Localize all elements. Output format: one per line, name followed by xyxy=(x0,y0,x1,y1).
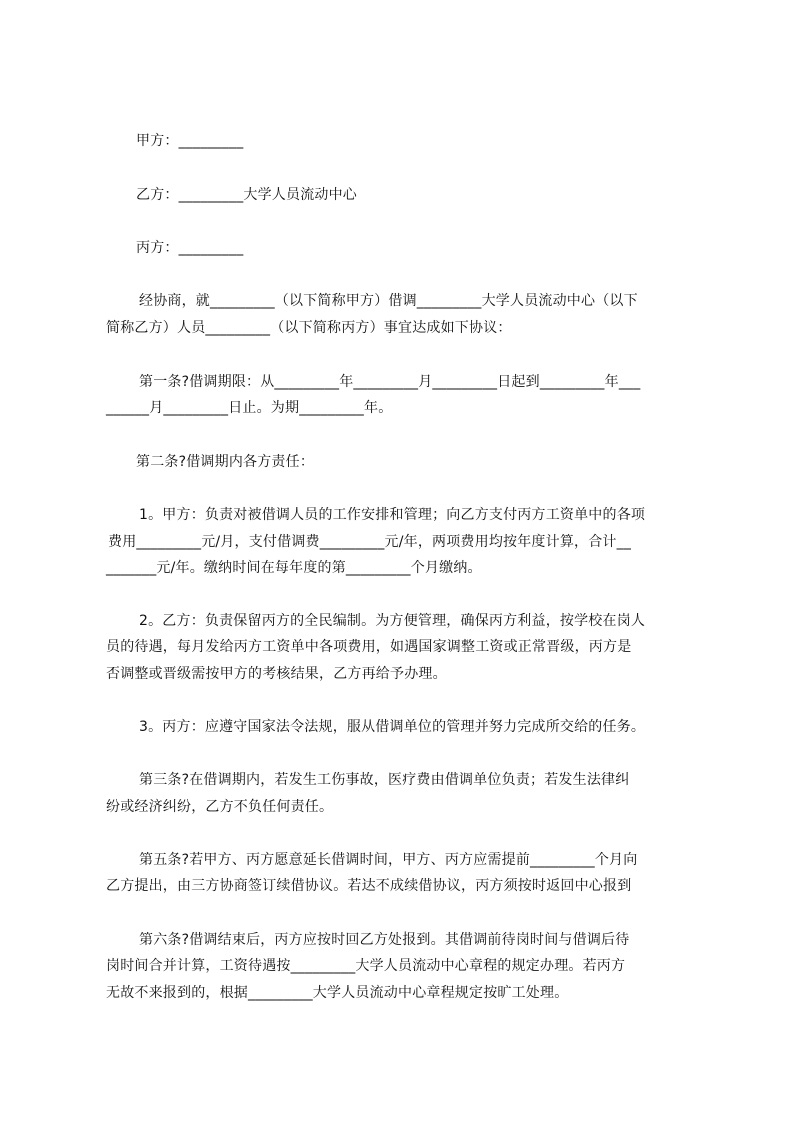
article-3-line-2: 纷或经济纠纷，乙方不负任何责任。 xyxy=(106,799,334,815)
party-b-line: 乙方：_________大学人员流动中心 xyxy=(136,187,357,203)
article-3-line-1: 第三条?在借调期内，若发生工伤事故，医疗费由借调单位负责；若发生法律纠 xyxy=(139,772,630,788)
article-2-item-1-line-1: 1。甲方：负责对被借调人员的工作安排和管理；向乙方支付丙方工资单中的各项 xyxy=(139,507,646,523)
article-2-item-2-line-3: 否调整或晋级需按甲方的考核结果，乙方再给予办理。 xyxy=(106,666,447,682)
article-2-item-2-line-2: 员的待遇，每月发给丙方工资单中各项费用，如遇国家调整工资或正常晋级，丙方是 xyxy=(106,639,632,655)
party-a-line: 甲方：_________ xyxy=(136,133,244,149)
article-2-item-1-line-3: _______元/年。缴纳时间在每年度的第_________个月缴纳。 xyxy=(106,560,482,576)
article-6-line-3: 无故不来报到的，根据_________大学人员流动中心章程规定按旷工处理。 xyxy=(106,985,569,1001)
article-2-item-2-line-1: 2。乙方：负责保留丙方的全民编制。为方便管理，确保丙方利益，按学校在岗人 xyxy=(139,613,646,629)
intro-line-2: 简称乙方）人员_________（以下简称丙方）事宜达成如下协议： xyxy=(106,320,512,336)
article-6-line-1: 第六条?借调结束后，丙方应按时回乙方处报到。其借调前待岗时间与借调后待 xyxy=(139,932,630,948)
article-2-item-1-line-2: 费用_________元/月，支付借调费_________元/年，两项费用均按年度计算，合计__ xyxy=(108,534,632,550)
article-2-item-3-line-1: 3。丙方：应遵守国家法令法规，服从借调单位的管理并努力完成所交给的任务。 xyxy=(139,719,646,735)
article-5-line-2: 乙方提出，由三方协商签订续借协议。若达不成续借协议，丙方须按时返回中心报到 xyxy=(106,878,632,894)
intro-line-1: 经协商，就_________（以下简称甲方）借调_________大学人员流动中心（以下 xyxy=(139,293,638,309)
article-5-line-1: 第五条?若甲方、丙方愿意延长借调时间，甲方、丙方应需提前_________个月向 xyxy=(139,852,638,868)
article-2-heading: 第二条?借调期内各方责任： xyxy=(136,454,315,470)
party-c-line: 丙方：_________ xyxy=(136,240,244,256)
article-1-line-2: ______月_________日止。为期_________年。 xyxy=(106,400,393,416)
article-1-line-1: 第一条?借调期限：从_________年_________月_________日起到_________年___ xyxy=(139,374,641,390)
article-6-line-2: 岗时间合并计算，工资待遇按_________大学人员流动中心章程的规定办理。若丙方 xyxy=(106,958,626,974)
